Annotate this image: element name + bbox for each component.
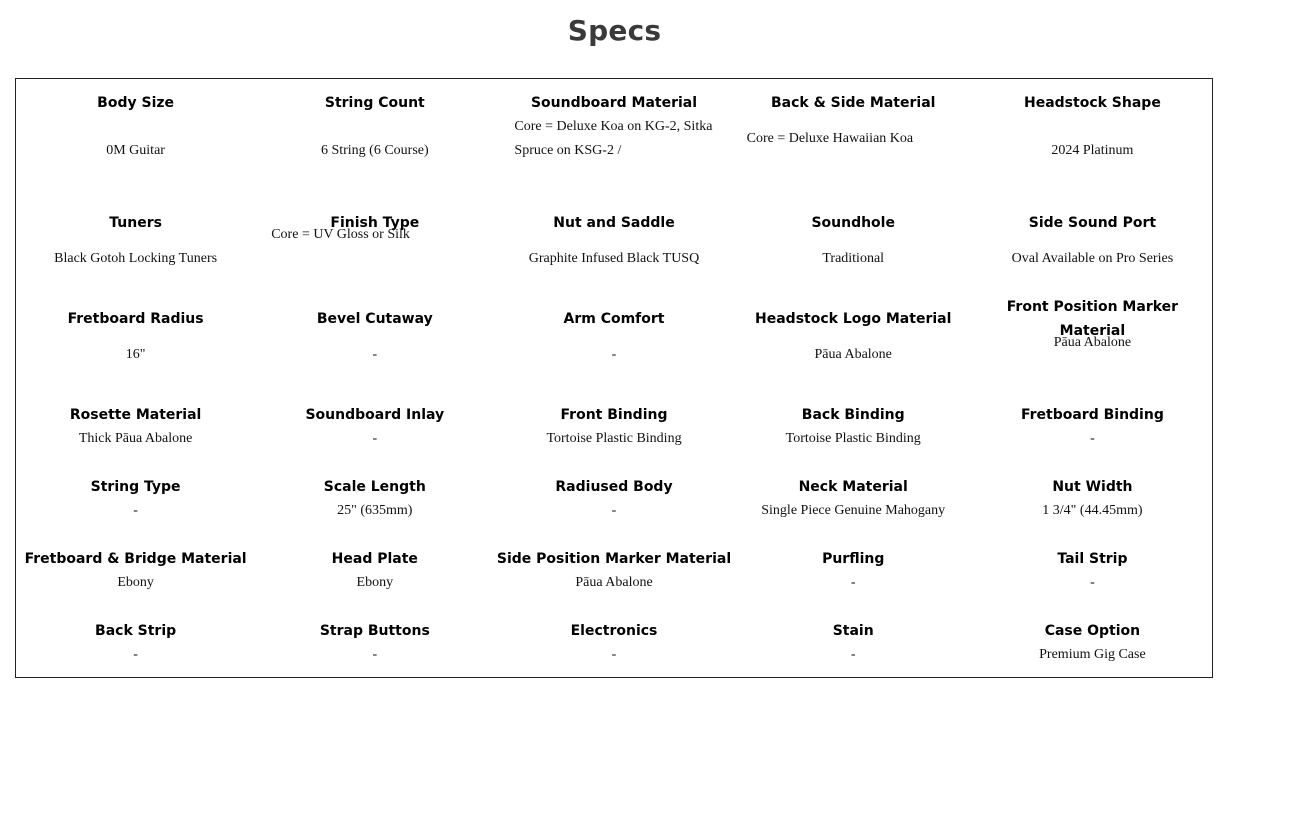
spec-label: Headstock Logo Material <box>755 311 952 327</box>
spec-value: - <box>850 575 856 590</box>
spec-label: Back Binding <box>801 407 905 423</box>
spec-value: 16" <box>125 347 146 362</box>
spec-value: - <box>133 503 138 518</box>
spec-label: Front Binding <box>560 407 668 423</box>
spec-value: Premium Gig Case <box>1039 647 1146 662</box>
spec-value: Core = Deluxe Koa on KG-2, Sitka Spruce on KSG-2 / <box>514 119 713 158</box>
spec-value: Tortoise Plastic Binding <box>785 431 921 446</box>
spec-value: - <box>850 647 856 662</box>
specs-table <box>15 78 1213 678</box>
spec-value: 2024 Platinum <box>1051 143 1134 158</box>
spec-label: Rosette Material <box>69 407 202 423</box>
spec-value: - <box>611 347 617 362</box>
spec-label: String Count <box>324 95 425 111</box>
spec-value: Black Gotoh Locking Tuners <box>54 251 218 266</box>
spec-value: Pāua Abalone <box>1053 335 1132 350</box>
spec-value: Pāua Abalone <box>575 575 653 590</box>
spec-value: Single Piece Genuine Mahogany <box>761 503 946 518</box>
spec-value: Oval Available on Pro Series <box>1011 251 1174 266</box>
spec-value: Core = UV Gloss or Silk <box>271 227 410 242</box>
spec-value: Ebony <box>356 575 394 590</box>
spec-label: Electronics <box>570 623 658 639</box>
spec-label: Head Plate <box>331 551 418 567</box>
spec-value: - <box>1090 575 1095 590</box>
spec-label: String Type <box>90 479 181 495</box>
spec-value: 1 3/4" (44.45mm) <box>1042 503 1143 518</box>
spec-value: 25" (635mm) <box>337 503 413 518</box>
spec-value: - <box>372 431 378 446</box>
spec-value: 6 String (6 Course) <box>320 143 429 158</box>
spec-label: Fretboard Radius <box>67 311 204 327</box>
spec-label: Back Strip <box>95 623 177 639</box>
spec-label: Tail Strip <box>1057 551 1128 567</box>
spec-label: Nut Width <box>1052 479 1133 495</box>
spec-label: Fretboard & Bridge Material <box>24 551 247 567</box>
spec-label: Soundhole <box>811 215 895 231</box>
spec-label: Scale Length <box>323 479 426 495</box>
spec-value: Pāua Abalone <box>814 347 892 362</box>
spec-label: Side Sound Port <box>1028 215 1157 231</box>
spec-label: Arm Comfort <box>563 311 665 327</box>
spec-label: Back & Side Material <box>770 95 936 111</box>
spec-value: 0M Guitar <box>106 143 165 158</box>
spec-value: Thick Pāua Abalone <box>78 431 193 446</box>
spec-label: Headstock Shape <box>1024 95 1161 111</box>
spec-label: Tuners <box>109 215 162 231</box>
spec-label: Case Option <box>1044 623 1141 639</box>
spec-label: Radiused Body <box>555 479 673 495</box>
spec-value: - <box>611 647 617 662</box>
spec-label: Neck Material <box>798 479 908 495</box>
spec-value: Core = Deluxe Hawaiian Koa <box>746 131 914 146</box>
spec-label: Nut and Saddle <box>553 215 675 231</box>
spec-value: - <box>611 503 617 518</box>
spec-label: Fretboard Binding <box>1020 407 1164 423</box>
spec-value: - <box>1090 431 1095 446</box>
spec-label: Stain <box>832 623 874 639</box>
spec-label: Purfling <box>822 551 885 567</box>
spec-value: - <box>372 647 378 662</box>
spec-value: Graphite Infused Black TUSQ <box>528 251 700 266</box>
spec-value: Tortoise Plastic Binding <box>546 431 682 446</box>
spec-label: Soundboard Material <box>530 95 698 111</box>
spec-value: Traditional <box>822 251 885 266</box>
spec-value: - <box>133 647 138 662</box>
spec-value: Ebony <box>117 575 154 590</box>
spec-label: Body Size <box>97 95 175 111</box>
page-title: Specs <box>567 14 662 47</box>
spec-label: Soundboard Inlay <box>305 407 445 423</box>
spec-label: Finish Type <box>330 215 420 231</box>
spec-label: Bevel Cutaway <box>316 311 433 327</box>
spec-label: Front Position Marker Material <box>1006 299 1179 339</box>
spec-label: Side Position Marker Material <box>496 551 732 567</box>
spec-value: - <box>372 347 378 362</box>
spec-label: Strap Buttons <box>319 623 430 639</box>
